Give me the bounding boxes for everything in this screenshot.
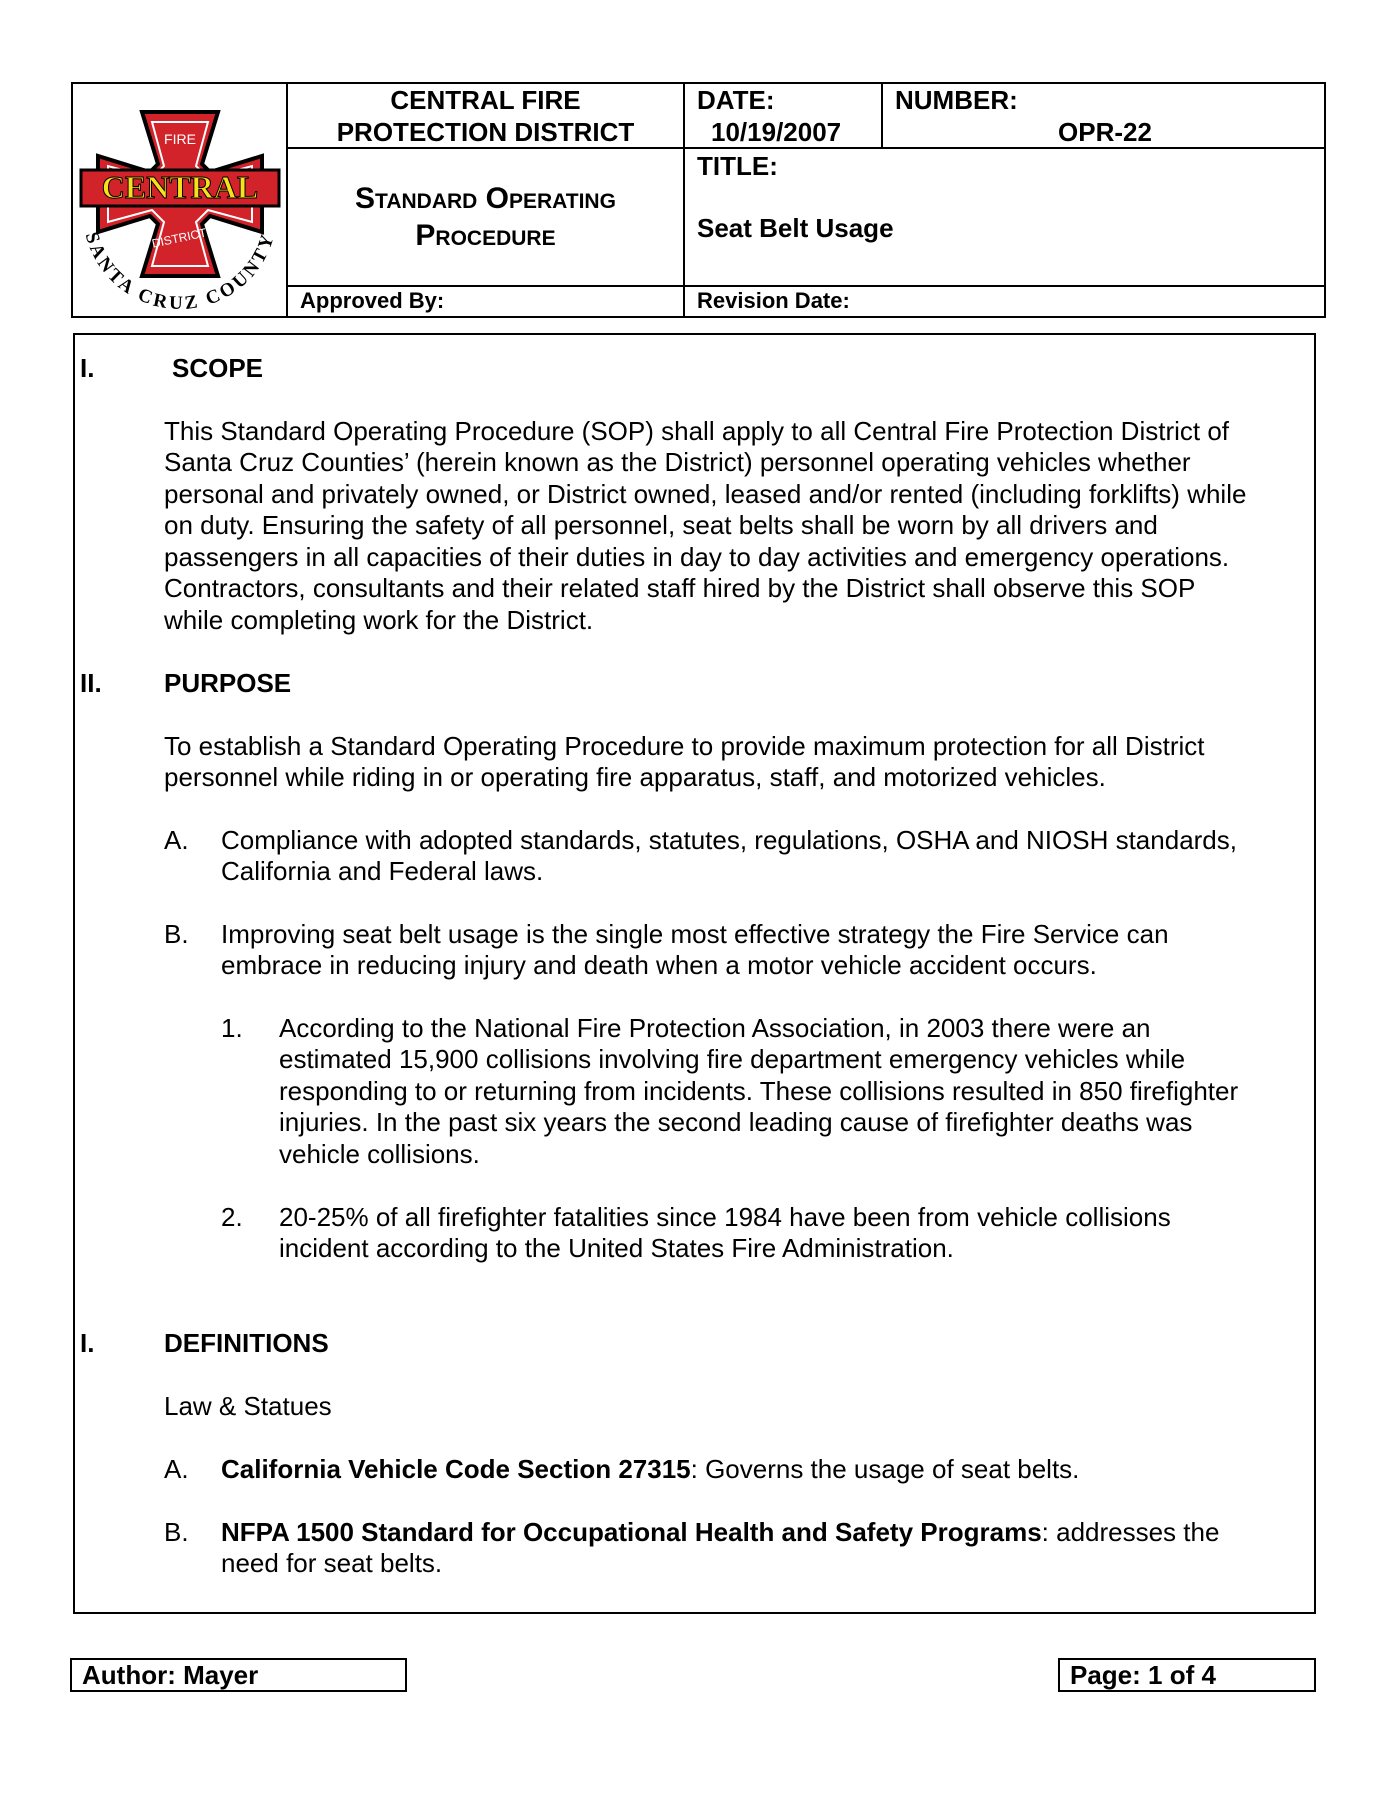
org-line-1: CENTRAL FIRE [390,85,581,115]
org-line-2: PROTECTION DISTRICT [336,117,635,147]
definitions-item-a-term: California Vehicle Code Section 27315 [221,1454,691,1484]
number-value: OPR-22 [1058,117,1152,147]
definitions-numeral: I. [80,1328,95,1358]
definitions-heading: DEFINITIONS [164,1328,329,1358]
definitions-item-b-desc: : addresses the [1041,1517,1220,1547]
scope-heading: SCOPE [172,353,264,383]
scope-numeral: I. [80,353,95,383]
revision-date-label: Revision Date: [697,288,850,313]
purpose-sub-1-line: injuries. In the past six years the second leading cause of firefighter deaths was [279,1107,1193,1137]
purpose-sub-2-line: incident according to the United States Fire Administration. [279,1233,954,1263]
date-value: 10/19/2007 [711,117,842,147]
definitions-item-b [221,1517,1219,1549]
district-logo [73,84,287,316]
purpose-item-a-label: A. [164,825,189,855]
purpose-line: To establish a Standard Operating Procedure to provide maximum protection for all District [164,731,1205,761]
definitions-item-a-desc: : Governs the usage of seat belts. [690,1454,1080,1484]
scope-line: Contractors, consultants and their related staff hired by the District shall observe this SOP [164,573,1196,603]
logo-top-text: FIRE [164,131,196,147]
purpose-item-b-line: Improving seat belt usage is the single most effective strategy the Fire Service can [221,919,1169,949]
header-table [71,82,1326,318]
purpose-sub-2-label: 2. [221,1202,243,1232]
purpose-item-b-label: B. [164,919,189,949]
purpose-sub-2-line: 20-25% of all firefighter fatalities since 1984 have been from vehicle collisions [279,1202,1171,1232]
author-box: Author: Mayer [70,1658,407,1692]
date-label: DATE: [697,85,775,115]
scope-line: while completing work for the District. [164,605,594,635]
scope-line: Santa Cruz Counties’ (herein known as the District) personnel operating vehicles whether [164,447,1191,477]
definitions-intro: Law & Statues [164,1391,332,1421]
scope-line: personal and privately owned, or District owned, leased and/or rented (including forklifts) while [164,479,1247,509]
purpose-sub-1-line: estimated 15,900 collisions involving fire department emergency vehicles while [279,1044,1186,1074]
scope-line: on duty. Ensuring the safety of all personnel, seat belts shall be worn by all drivers and [164,510,1158,540]
purpose-line: personnel while riding in or operating fire apparatus, staff, and motorized vehicles. [164,762,1106,792]
definitions-item-a [221,1454,1079,1486]
divider [881,84,883,148]
purpose-numeral: II. [80,668,102,698]
logo-ring-text: SANTA CRUZ COUNTY [80,229,280,315]
purpose-sub-1-line: vehicle collisions. [279,1139,480,1169]
approved-by-label: Approved By: [300,288,445,313]
purpose-item-a-line: California and Federal laws. [221,856,544,886]
logo-banner-text: CENTRAL [101,169,259,205]
definitions-item-b-term: NFPA 1500 Standard for Occupational Health and Safety Programs [221,1517,1042,1547]
purpose-item-b-line: embrace in reducing injury and death when a motor vehicle accident occurs. [221,950,1097,980]
doc-type-line-1: Standard Operating [355,182,616,215]
purpose-sub-1-line: responding to or returning from incidents. These collisions resulted in 850 firefighter [279,1076,1239,1106]
scope-line: passengers in all capacities of their duties in day to day activities and emergency operations. [164,542,1230,572]
doc-type-line-2: Procedure [415,219,556,252]
page-number-box: Page: 1 of 4 [1058,1658,1316,1692]
logo-sub-text: DISTRICT [150,225,208,251]
purpose-heading: PURPOSE [164,668,292,698]
divider [683,84,685,316]
definitions-item-b-label: B. [164,1517,189,1547]
title-label: TITLE: [697,151,778,181]
number-label: NUMBER: [895,85,1018,115]
scope-line: This Standard Operating Procedure (SOP) shall apply to all Central Fire Protection District of [164,416,1230,446]
title-value: Seat Belt Usage [697,213,894,243]
definitions-item-b-line2: need for seat belts. [221,1548,443,1578]
org-name [288,84,683,148]
doc-type [288,180,683,254]
purpose-sub-1-line: According to the National Fire Protection Association, in 2003 there were an [279,1013,1151,1043]
definitions-item-a-label: A. [164,1454,189,1484]
purpose-item-a-line: Compliance with adopted standards, statutes, regulations, OSHA and NIOSH standards, [221,825,1237,855]
purpose-sub-1-label: 1. [221,1013,243,1043]
